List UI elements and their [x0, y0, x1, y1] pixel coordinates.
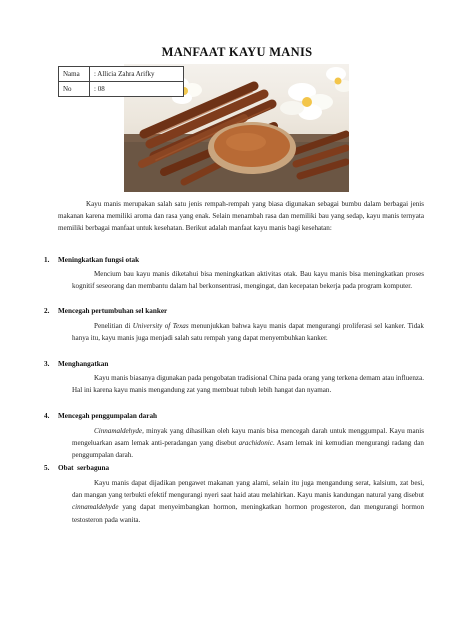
page-title: MANFAAT KAYU MANIS [161, 45, 313, 59]
identity-value: : 08 [90, 82, 184, 97]
benefit-text-part: yang dapat menyeimbangkan hormon, meningkatkan hormon progesteron, dan mengurangi hormon testosteron pada wanita. [72, 503, 424, 524]
benefit-text: Mencium bau kayu manis diketahui bisa meningkatkan aktivitas otak. Bau kayu manis bisa meningkatkan proses kognitif seseorang dan membantu dalam hal berkonsentrasi, mengingat, dan kecepatan bekerja pada program komputer. [72, 270, 424, 291]
benefit-text [72, 320, 424, 344]
benefit-text-part: . Asam lemak ini kemudian mengurangi radang dan penggumpalan darah. [72, 439, 424, 460]
frangipani-flower [280, 83, 333, 120]
benefit-body-5 [72, 477, 424, 526]
benefit-title: Menghangatkan [58, 360, 109, 368]
benefit-text: Kayu manis biasanya digunakan pada pengobatan tradisional China pada orang yang terkena demam atau influenza. Hal ini karena kayu manis mengandung zat yang membuat tubuh lebih hangat dan nyaman. [72, 374, 424, 395]
benefit-heading-4 [44, 412, 157, 420]
benefit-heading-1 [44, 256, 139, 264]
benefit-text-emphasis: cinnamaldehyde [72, 503, 119, 512]
benefit-body-4 [72, 425, 424, 462]
identity-table [58, 66, 184, 97]
identity-label: No [59, 82, 90, 97]
benefit-number: 5. [44, 464, 50, 472]
intro-text: Kayu manis merupakan salah satu jenis rempah-rempah yang biasa digunakan sebagai bumbu dalam berbagai jenis makanan karena memiliki aroma dan rasa yang enak. Selain menambah rasa dan memiliki bau yang sedap, kayu manis ternyata memiliki berbagai manfaat untuk kesehatan. Berikut adalah manfaat kayu manis bagi kesehatan: [58, 200, 424, 233]
benefit-title: Meningkatkan fungsi otak [58, 256, 140, 264]
benefit-title: Mencegah penggumpalan darah [58, 412, 158, 420]
benefit-text-part: menunjukkan bahwa kayu manis dapat mengurangi proliferasi sel kanker. Tidak hanya itu, kayu manis juga menjadi salah satu rempah yang dapat menyembuhkan kanker. [72, 322, 424, 343]
benefit-text-part: Penelitian di [94, 322, 133, 330]
cinnamon-powder-bowl [208, 122, 296, 174]
benefit-body-2 [72, 320, 424, 344]
benefit-number: 2. [44, 307, 50, 315]
benefit-heading-5 [44, 464, 109, 472]
benefit-text [72, 477, 424, 526]
benefit-number: 4. [44, 412, 50, 420]
benefit-text-emphasis: arachidonic [238, 439, 273, 448]
benefit-body-1 [72, 268, 424, 292]
benefit-title: Obat serbaguna [58, 464, 110, 472]
benefit-heading-2 [44, 307, 167, 315]
identity-label: Nama [59, 67, 90, 82]
frangipani-flower [326, 67, 349, 92]
benefit-number: 1. [44, 256, 50, 264]
benefit-text [72, 425, 424, 462]
benefit-text-emphasis: University of Texas [132, 322, 189, 330]
benefit-text-emphasis: Cinnamaldehyde, [94, 427, 144, 435]
identity-row-number [59, 82, 184, 97]
benefit-heading-3 [44, 360, 108, 368]
benefit-body-3 [72, 372, 424, 396]
identity-row-name [59, 67, 184, 82]
identity-value: : Allicia Zahra Arifky [90, 67, 184, 82]
benefit-number: 3. [44, 360, 50, 368]
benefit-text-part: minyak yang dihasilkan oleh kayu manis bisa mencegah darah untuk menggumpal. Kayu manis mengeluarkan asam lemak anti-peradangan yang disebut [72, 427, 424, 448]
benefit-title: Mencegah pertumbuhan sel kanker [58, 307, 168, 315]
benefit-text-part: Kayu manis dapat dijadikan pengawet makanan yang alami, selain itu juga mengandung serat, kalsium, zat besi, dan mangan yang terbukti efektif mengurangi nyeri saat haid atau melahirkan. Kayu manis kandungan natural yang disebut [72, 479, 424, 500]
intro-paragraph [58, 198, 424, 235]
